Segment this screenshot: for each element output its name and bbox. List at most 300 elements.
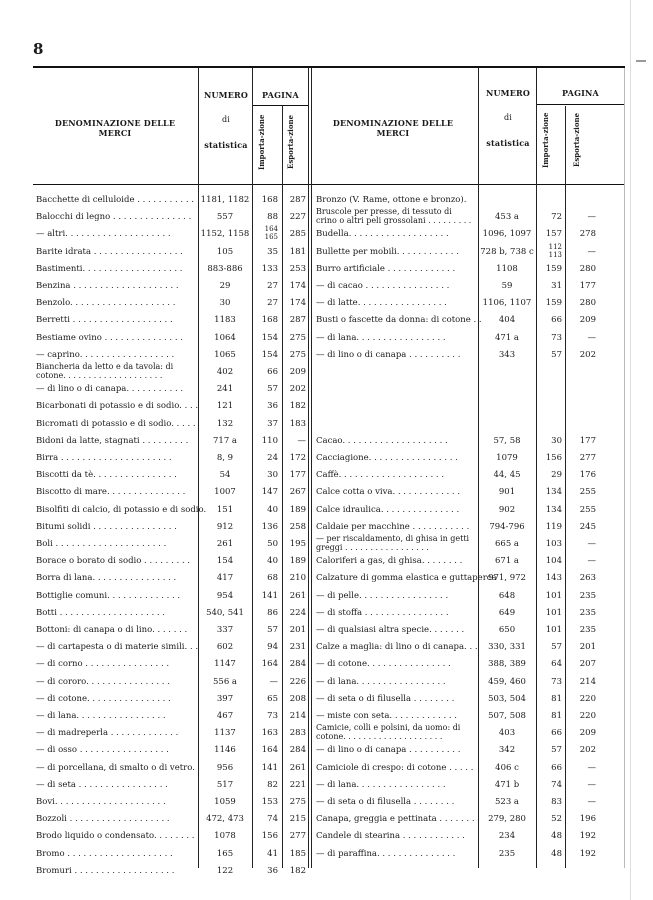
pagina-esportazione: 278 bbox=[579, 229, 596, 240]
numero-statistica: 912 bbox=[216, 521, 234, 532]
pagina-importazione: 136 bbox=[261, 521, 278, 532]
pagina-esportazione: 263 bbox=[579, 573, 596, 584]
pagina-esportazione: 192 bbox=[579, 848, 596, 859]
pagina-importazione: 143 bbox=[545, 573, 562, 584]
pagina-importazione: 141 bbox=[261, 590, 278, 601]
right-pagina-header: PAGINA bbox=[562, 88, 599, 98]
pagina-importazione: 57 bbox=[551, 642, 562, 653]
numero-statistica: 105 bbox=[216, 246, 234, 257]
merce-name: Bicarbonati di potassio e di sodio. . . . bbox=[36, 401, 199, 412]
pagina-esportazione: — bbox=[297, 435, 306, 446]
pagina-esportazione: 195 bbox=[289, 539, 306, 549]
pagina-importazione: 159 bbox=[545, 263, 562, 274]
pagina-esportazione: — bbox=[587, 212, 596, 223]
pagina-importazione: 154 bbox=[261, 332, 278, 343]
pagina-esportazione: — bbox=[587, 539, 596, 549]
numero-statistica: 403 bbox=[498, 728, 516, 739]
merce-name: Bronzo (V. Rame, ottone e bronzo). bbox=[316, 195, 467, 205]
pagina-esportazione: 283 bbox=[289, 728, 306, 739]
merce-name: — di seta o di filusella . . . . . . . . bbox=[316, 693, 455, 704]
pagina-importazione: 36 bbox=[267, 865, 278, 876]
numero-statistica: 1007 bbox=[214, 487, 236, 498]
merce-name: Barite idrata . . . . . . . . . . . . . . . . . bbox=[36, 246, 183, 257]
margin-scan-mark bbox=[636, 60, 646, 62]
pagina-importazione: 168 bbox=[261, 195, 278, 205]
numero-statistica: 459, 460 bbox=[488, 676, 526, 687]
margin-scan-edge bbox=[630, 0, 631, 900]
merce-name: Borace o borato di sodio . . . . . . . . . bbox=[36, 556, 190, 567]
numero-statistica: 404 bbox=[498, 315, 516, 326]
numero-statistica: 523 a bbox=[495, 797, 519, 807]
merce-name: Botti . . . . . . . . . . . . . . . . . . . . bbox=[36, 607, 165, 618]
pagina-importazione: 74 bbox=[551, 779, 562, 790]
pagina-importazione: 36 bbox=[267, 401, 278, 412]
numero-statistica: 1152, 1158 bbox=[200, 229, 250, 240]
pagina-importazione: 147 bbox=[261, 487, 278, 498]
pagina-importazione: 66 bbox=[551, 728, 562, 739]
merce-name: — di cacao . . . . . . . . . . . . . . . . bbox=[316, 281, 450, 291]
numero-statistica: 54 bbox=[219, 470, 231, 481]
pagina-esportazione: 174 bbox=[289, 281, 306, 291]
pagina-importazione: 134 bbox=[545, 504, 562, 515]
pagina-esportazione: 183 bbox=[289, 418, 306, 429]
merce-name: Bastimenti. . . . . . . . . . . . . . . . . . . bbox=[36, 263, 183, 274]
numero-statistica: 471 a bbox=[495, 332, 519, 343]
pagina-esportazione: 176 bbox=[579, 470, 596, 481]
pagina-importazione: 154 bbox=[261, 349, 278, 360]
numero-statistica: 902 bbox=[498, 504, 516, 515]
pagina-importazione: 65 bbox=[267, 693, 278, 704]
merce-name: Bruscole per presse, di tessuto di crino o altri peli grossolani . . . . . . . . . bbox=[316, 207, 472, 226]
merce-name: — di lino o di canapa. . . . . . . . . . . bbox=[36, 384, 184, 395]
numero-statistica: 471 b bbox=[494, 779, 520, 790]
numero-statistica: 728 b, 738 c bbox=[480, 246, 534, 257]
merce-name: — di stoffa . . . . . . . . . . . . . . . . bbox=[316, 607, 449, 618]
merce-name: Burro artificiale . . . . . . . . . . . . . bbox=[316, 263, 456, 274]
right-importazione-header: Importa-zione bbox=[541, 112, 550, 168]
pagina-importazione: 94 bbox=[267, 642, 278, 653]
pagina-importazione: 57 bbox=[551, 745, 562, 756]
numero-statistica: 1065 bbox=[214, 349, 236, 360]
pagina-importazione: 72 bbox=[551, 212, 562, 223]
numero-statistica: 794-796 bbox=[489, 521, 525, 532]
merce-name: Bullette per mobili. . . . . . . . . . . . bbox=[316, 246, 459, 257]
merce-name: Bestiame ovino . . . . . . . . . . . . . . . bbox=[36, 332, 183, 343]
numero-statistica: 121 bbox=[216, 401, 234, 412]
numero-statistica: 1079 bbox=[496, 453, 518, 463]
merce-name: Busti o fascette da donna: di cotone . . bbox=[316, 315, 482, 326]
numero-statistica: 649 bbox=[498, 607, 516, 618]
merce-name: Berretti . . . . . . . . . . . . . . . . . . . bbox=[36, 315, 173, 326]
numero-statistica: 507, 508 bbox=[488, 711, 526, 721]
pagina-importazione: 74 bbox=[267, 814, 278, 825]
pagina-esportazione: 210 bbox=[289, 573, 306, 584]
numero-statistica: 1078 bbox=[214, 831, 236, 842]
merce-name: Bozzoli . . . . . . . . . . . . . . . . . . . bbox=[36, 814, 170, 825]
merce-name: — di corno . . . . . . . . . . . . . . . . bbox=[36, 659, 170, 670]
pagina-esportazione: 261 bbox=[289, 762, 306, 773]
pagina-importazione: 66 bbox=[551, 315, 562, 326]
pagina-esportazione: 275 bbox=[289, 349, 306, 360]
numero-statistica: 57, 58 bbox=[493, 435, 521, 446]
merce-name: Bicromati di potassio e di sodio. . . . . bbox=[36, 418, 196, 429]
numero-statistica: 44, 45 bbox=[493, 470, 521, 481]
numero-statistica: 1183 bbox=[214, 315, 236, 326]
pagina-esportazione: 277 bbox=[579, 453, 596, 463]
pagina-esportazione: — bbox=[587, 797, 596, 807]
numero-statistica: 122 bbox=[216, 865, 234, 876]
numero-statistica: 342 bbox=[498, 745, 516, 756]
numero-statistica: 650 bbox=[498, 625, 516, 635]
pagina-importazione: 88 bbox=[267, 212, 278, 223]
merce-name: — di lana. . . . . . . . . . . . . . . . . bbox=[316, 676, 446, 687]
pagina-esportazione: 284 bbox=[289, 659, 306, 670]
left-title-header: DENOMINAZIONE DELLE MERCI bbox=[54, 118, 176, 138]
merce-name: — di lana. . . . . . . . . . . . . . . . . bbox=[36, 711, 166, 721]
pagina-importazione: 57 bbox=[267, 625, 278, 635]
merce-name: Cacciagione. . . . . . . . . . . . . . . . . bbox=[316, 453, 458, 463]
numero-statistica: 517 bbox=[216, 779, 234, 790]
numero-statistica: 234 bbox=[498, 831, 516, 842]
pagina-importazione: 73 bbox=[267, 711, 278, 721]
numero-statistica: 1137 bbox=[214, 728, 236, 739]
pagina-importazione: 83 bbox=[551, 797, 562, 807]
pagina-importazione: 50 bbox=[267, 539, 278, 549]
numero-statistica: 151 bbox=[216, 504, 234, 515]
pagina-importazione: 66 bbox=[267, 367, 278, 377]
pagina-esportazione: 253 bbox=[289, 263, 306, 274]
numero-statistica: 1064 bbox=[214, 332, 236, 343]
pagina-importazione: 133 bbox=[261, 263, 278, 274]
pagina-esportazione: — bbox=[587, 556, 596, 567]
pagina-esportazione: 189 bbox=[289, 556, 306, 567]
pagina-importazione: 52 bbox=[551, 814, 562, 825]
pagina-importazione: 168 bbox=[261, 315, 278, 326]
numero-statistica: 388, 389 bbox=[488, 659, 526, 670]
pagina-importazione: 31 bbox=[551, 281, 562, 291]
right-pagina-underline bbox=[537, 104, 624, 105]
pagina-esportazione: 202 bbox=[579, 349, 596, 360]
merce-name: Calze a maglia: di lino o di canapa. . . bbox=[316, 642, 478, 653]
numero-statistica: 1146 bbox=[214, 745, 236, 756]
merce-name: Camicie, colli e polsini, da uomo: di cotone. . . . . . . . . . . . . . . . . . . . bbox=[316, 723, 461, 742]
right-title-header: DENOMINAZIONE DELLE MERCI bbox=[332, 118, 454, 138]
numero-statistica: 1108 bbox=[496, 263, 518, 274]
merce-name: Benzolo. . . . . . . . . . . . . . . . . . . . bbox=[36, 298, 176, 309]
merce-name: Bromuri . . . . . . . . . . . . . . . . . . . bbox=[36, 865, 175, 876]
pagina-importazione: 119 bbox=[545, 521, 562, 532]
numero-statistica: 671 a bbox=[495, 556, 519, 567]
pagina-importazione: — bbox=[269, 676, 278, 687]
pagina-importazione: 57 bbox=[267, 384, 278, 395]
pagina-esportazione: 215 bbox=[289, 814, 306, 825]
divider-right-edge bbox=[624, 68, 625, 868]
pagina-importazione: 163 bbox=[261, 728, 278, 739]
left-column-rows bbox=[36, 195, 308, 875]
numero-statistica: 557 bbox=[216, 212, 234, 223]
numero-statistica: 132 bbox=[216, 418, 234, 429]
numero-statistica: 154 bbox=[216, 556, 234, 567]
numero-statistica: 59 bbox=[501, 281, 513, 291]
pagina-importazione: 101 bbox=[545, 625, 562, 635]
merce-name: Biancheria da letto e da tavola: di cotone. . . . . . . . . . . . . . . . . . . . bbox=[36, 362, 174, 380]
pagina-importazione: 112 113 bbox=[548, 242, 562, 259]
merce-name: Bidoni da latte, stagnati . . . . . . . . . bbox=[36, 435, 189, 446]
merce-name: — di pelle. . . . . . . . . . . . . . . . . bbox=[316, 590, 449, 601]
pagina-esportazione: 214 bbox=[289, 711, 306, 721]
numero-statistica: 30 bbox=[219, 298, 231, 309]
merce-name: Birra . . . . . . . . . . . . . . . . . . . . . bbox=[36, 453, 172, 463]
numero-statistica: 261 bbox=[216, 539, 234, 549]
pagina-esportazione: 192 bbox=[579, 831, 596, 842]
pagina-importazione: 110 bbox=[261, 435, 278, 446]
pagina-esportazione: 275 bbox=[289, 332, 306, 343]
pagina-importazione: 134 bbox=[545, 487, 562, 498]
numero-statistica: 540, 541 bbox=[206, 607, 244, 618]
pagina-importazione: 82 bbox=[267, 779, 278, 790]
pagina-esportazione: 174 bbox=[289, 298, 306, 309]
merce-name: Calce cotta o viva. . . . . . . . . . . . . bbox=[316, 487, 461, 498]
merce-name: Caloriferi a gas, di ghisa. . . . . . . . bbox=[316, 556, 463, 567]
pagina-esportazione: 255 bbox=[579, 487, 596, 498]
pagina-esportazione: 287 bbox=[289, 195, 306, 205]
merce-name: Bacchette di celluloide . . . . . . . . . . . bbox=[36, 195, 194, 205]
pagina-importazione: 41 bbox=[267, 848, 278, 859]
merce-name: — altri. . . . . . . . . . . . . . . . . . . . bbox=[36, 229, 171, 240]
pagina-importazione: 30 bbox=[267, 470, 278, 481]
pagina-importazione: 86 bbox=[267, 607, 278, 618]
merce-name: Budella. . . . . . . . . . . . . . . . . . . bbox=[316, 229, 449, 240]
pagina-esportazione: 201 bbox=[289, 625, 306, 635]
merce-name: Bitumi solidi . . . . . . . . . . . . . . . . bbox=[36, 521, 177, 532]
pagina-esportazione: 280 bbox=[579, 298, 596, 309]
numero-statistica: 883-886 bbox=[207, 263, 243, 274]
pagina-importazione: 29 bbox=[551, 470, 562, 481]
merce-name: — di paraffina. . . . . . . . . . . . . . . bbox=[316, 848, 456, 859]
merce-name: Cacao. . . . . . . . . . . . . . . . . . . . bbox=[316, 435, 448, 446]
pagina-importazione: 27 bbox=[267, 281, 278, 291]
merce-name: Bottoni: di canapa o di lino. . . . . . . bbox=[36, 625, 188, 635]
numero-statistica: 971, 972 bbox=[488, 573, 526, 584]
pagina-esportazione: 231 bbox=[289, 642, 306, 653]
merce-name: Bisolfiti di calcio, di potassio e di sodio. bbox=[36, 504, 207, 515]
pagina-importazione: 156 bbox=[545, 453, 562, 463]
pagina-importazione: 164 bbox=[261, 745, 278, 756]
pagina-esportazione: 172 bbox=[289, 453, 306, 463]
pagina-esportazione: 177 bbox=[579, 281, 596, 291]
left-pagina-underline bbox=[253, 105, 308, 106]
numero-statistica: 406 c bbox=[495, 762, 519, 773]
pagina-importazione: 157 bbox=[545, 229, 562, 240]
pagina-importazione: 66 bbox=[551, 762, 562, 773]
merce-name: — di seta . . . . . . . . . . . . . . . . . bbox=[36, 779, 168, 790]
pagina-esportazione: 224 bbox=[289, 607, 306, 618]
pagina-esportazione: 267 bbox=[289, 487, 306, 498]
left-importazione-header: Importa-zione bbox=[257, 114, 266, 170]
merce-name: Bovi. . . . . . . . . . . . . . . . . . . . . bbox=[36, 797, 166, 807]
numero-statistica: 402 bbox=[216, 367, 234, 377]
pagina-esportazione: 255 bbox=[579, 504, 596, 515]
pagina-importazione: 40 bbox=[267, 504, 278, 515]
merce-name: — di seta o di filusella . . . . . . . . bbox=[316, 797, 455, 807]
pagina-esportazione: 235 bbox=[579, 607, 596, 618]
pagina-esportazione: 280 bbox=[579, 263, 596, 274]
merce-name: — di qualsiasi altra specie. . . . . . . bbox=[316, 625, 465, 635]
pagina-esportazione: 214 bbox=[579, 676, 596, 687]
pagina-importazione: 40 bbox=[267, 556, 278, 567]
numero-statistica: 472, 473 bbox=[206, 814, 244, 825]
merce-name: Boli . . . . . . . . . . . . . . . . . . . . . bbox=[36, 539, 167, 549]
pagina-esportazione: 226 bbox=[289, 676, 306, 687]
numero-statistica: 602 bbox=[216, 642, 234, 653]
pagina-esportazione: 235 bbox=[579, 590, 596, 601]
pagina-esportazione: 185 bbox=[289, 848, 306, 859]
merce-name: — per riscaldamento, di ghisa in getti greggi . . . . . . . . . . . . . . . . . bbox=[316, 534, 470, 552]
merce-name: Borra di lana. . . . . . . . . . . . . . . . bbox=[36, 573, 177, 584]
numero-statistica: 241 bbox=[216, 384, 234, 395]
pagina-importazione: 35 bbox=[267, 246, 278, 257]
pagina-importazione: 73 bbox=[551, 676, 562, 687]
merce-name: Canapa, greggia e pettinata . . . . . . . bbox=[316, 814, 475, 825]
merce-name: Candele di stearina . . . . . . . . . . . . bbox=[316, 831, 465, 842]
pagina-importazione: 37 bbox=[267, 418, 278, 429]
merce-name: — di latte. . . . . . . . . . . . . . . . . bbox=[316, 298, 447, 309]
merce-name: Balocchi di legno . . . . . . . . . . . . . . . bbox=[36, 212, 192, 223]
merce-name: Calzature di gomma elastica e guttaperca bbox=[316, 573, 497, 584]
numero-statistica: 1096, 1097 bbox=[482, 229, 532, 240]
numero-statistica: 503, 504 bbox=[488, 693, 526, 704]
numero-statistica: 279, 280 bbox=[488, 814, 526, 825]
numero-statistica: 453 a bbox=[495, 212, 519, 223]
right-di-header: di bbox=[503, 113, 513, 122]
merce-name: — di cotone. . . . . . . . . . . . . . . . bbox=[36, 693, 171, 704]
numero-statistica: 1106, 1107 bbox=[482, 298, 532, 309]
numero-statistica: 467 bbox=[216, 711, 234, 721]
pagina-importazione: 164 165 bbox=[264, 225, 278, 242]
numero-statistica: 235 bbox=[498, 848, 516, 859]
pagina-esportazione: 181 bbox=[289, 246, 306, 257]
pagina-esportazione: 202 bbox=[579, 745, 596, 756]
numero-statistica: 1147 bbox=[214, 659, 236, 670]
pagina-esportazione: 207 bbox=[579, 659, 596, 670]
merce-name: Calce idraulica. . . . . . . . . . . . . . . bbox=[316, 504, 460, 515]
pagina-esportazione: 220 bbox=[579, 711, 596, 721]
pagina-importazione: 103 bbox=[545, 539, 562, 549]
merce-name: — di madreperla . . . . . . . . . . . . . bbox=[36, 728, 179, 739]
numero-statistica: 956 bbox=[216, 762, 234, 773]
pagina-esportazione: 275 bbox=[289, 797, 306, 807]
pagina-esportazione: 208 bbox=[289, 693, 306, 704]
merce-name: Bottiglie comuni. . . . . . . . . . . . . . bbox=[36, 590, 181, 601]
numero-statistica: 343 bbox=[498, 349, 516, 360]
numero-statistica: 8, 9 bbox=[216, 453, 234, 463]
left-di-header: di bbox=[221, 115, 231, 124]
numero-statistica: 397 bbox=[216, 693, 234, 704]
pagina-importazione: 81 bbox=[551, 693, 562, 704]
merce-name: Bromo . . . . . . . . . . . . . . . . . . . . bbox=[36, 848, 173, 859]
divider-center bbox=[308, 68, 309, 868]
merce-name: — di lana. . . . . . . . . . . . . . . . . bbox=[316, 332, 446, 343]
numero-statistica: 1059 bbox=[214, 797, 236, 807]
pagina-esportazione: 277 bbox=[289, 831, 306, 842]
pagina-esportazione: 284 bbox=[289, 745, 306, 756]
page-number: 8 bbox=[33, 40, 44, 58]
pagina-importazione: 73 bbox=[551, 332, 562, 343]
merce-name: Biscotti da tè. . . . . . . . . . . . . . . . bbox=[36, 470, 177, 481]
divider-center-2 bbox=[311, 68, 312, 868]
merce-name: Caffè. . . . . . . . . . . . . . . . . . . . bbox=[316, 470, 445, 481]
table-row bbox=[316, 866, 624, 888]
pagina-esportazione: 182 bbox=[289, 865, 306, 876]
pagina-esportazione: 196 bbox=[579, 814, 596, 825]
pagina-esportazione: 209 bbox=[579, 315, 596, 326]
numero-statistica: 954 bbox=[216, 590, 234, 601]
left-numero-header: NUMERO bbox=[203, 90, 249, 100]
merce-name: Caldaie per macchine . . . . . . . . . . . bbox=[316, 521, 470, 532]
merce-name: — di cororo. . . . . . . . . . . . . . . . bbox=[36, 676, 170, 687]
left-statistica-header: statistica bbox=[204, 140, 248, 150]
pagina-importazione: 159 bbox=[545, 298, 562, 309]
merce-name: Brodo liquido o condensato. . . . . . . . bbox=[36, 831, 195, 842]
numero-statistica: 417 bbox=[216, 573, 234, 584]
table-row bbox=[36, 866, 308, 888]
numero-statistica: 1181, 1182 bbox=[200, 195, 250, 205]
numero-statistica: 901 bbox=[498, 487, 516, 498]
pagina-importazione: 141 bbox=[261, 762, 278, 773]
right-statistica-header: statistica bbox=[486, 138, 530, 148]
pagina-esportazione: 245 bbox=[579, 521, 596, 532]
merce-name: — di cartapesta o di materie simili. . . bbox=[36, 642, 199, 653]
pagina-importazione: 24 bbox=[267, 453, 278, 463]
pagina-importazione: 81 bbox=[551, 711, 562, 721]
merce-name: — di porcellana, di smalto o di vetro. bbox=[36, 762, 195, 773]
pagina-esportazione: 209 bbox=[289, 367, 306, 377]
pagina-esportazione: — bbox=[587, 332, 596, 343]
pagina-importazione: 57 bbox=[551, 349, 562, 360]
pagina-esportazione: — bbox=[587, 246, 596, 257]
pagina-importazione: 48 bbox=[551, 848, 562, 859]
merce-name: — miste con seta. . . . . . . . . . . . . bbox=[316, 711, 457, 721]
merce-name: — di lana. . . . . . . . . . . . . . . . . bbox=[316, 779, 446, 790]
merce-name: Camiciole di crespo: di cotone . . . . . bbox=[316, 762, 474, 773]
pagina-esportazione: 177 bbox=[579, 435, 596, 446]
pagina-esportazione: 177 bbox=[289, 470, 306, 481]
right-numero-header: NUMERO bbox=[485, 88, 531, 98]
pagina-esportazione: 261 bbox=[289, 590, 306, 601]
pagina-importazione: 156 bbox=[261, 831, 278, 842]
pagina-importazione: 101 bbox=[545, 590, 562, 601]
numero-statistica: 665 a bbox=[495, 539, 519, 549]
numero-statistica: 165 bbox=[216, 848, 234, 859]
pagina-esportazione: 235 bbox=[579, 625, 596, 635]
merce-name: — di lino o di canapa . . . . . . . . . . bbox=[316, 349, 461, 360]
pagina-esportazione: 202 bbox=[289, 384, 306, 395]
pagina-esportazione: 227 bbox=[289, 212, 306, 223]
pagina-importazione: 30 bbox=[551, 435, 562, 446]
right-esportazione-header: Esporta-zione bbox=[572, 112, 581, 168]
pagina-importazione: 101 bbox=[545, 607, 562, 618]
pagina-importazione: 153 bbox=[261, 797, 278, 807]
pagina-esportazione: 201 bbox=[579, 642, 596, 653]
pagina-esportazione: 209 bbox=[579, 728, 596, 739]
pagina-esportazione: 258 bbox=[289, 521, 306, 532]
pagina-importazione: 104 bbox=[545, 556, 562, 567]
merce-name: — di cotone. . . . . . . . . . . . . . . . bbox=[316, 659, 451, 670]
pagina-importazione: 68 bbox=[267, 573, 278, 584]
numero-statistica: 330, 331 bbox=[488, 642, 526, 653]
pagina-importazione: 164 bbox=[261, 659, 278, 670]
pagina-esportazione: — bbox=[587, 762, 596, 773]
